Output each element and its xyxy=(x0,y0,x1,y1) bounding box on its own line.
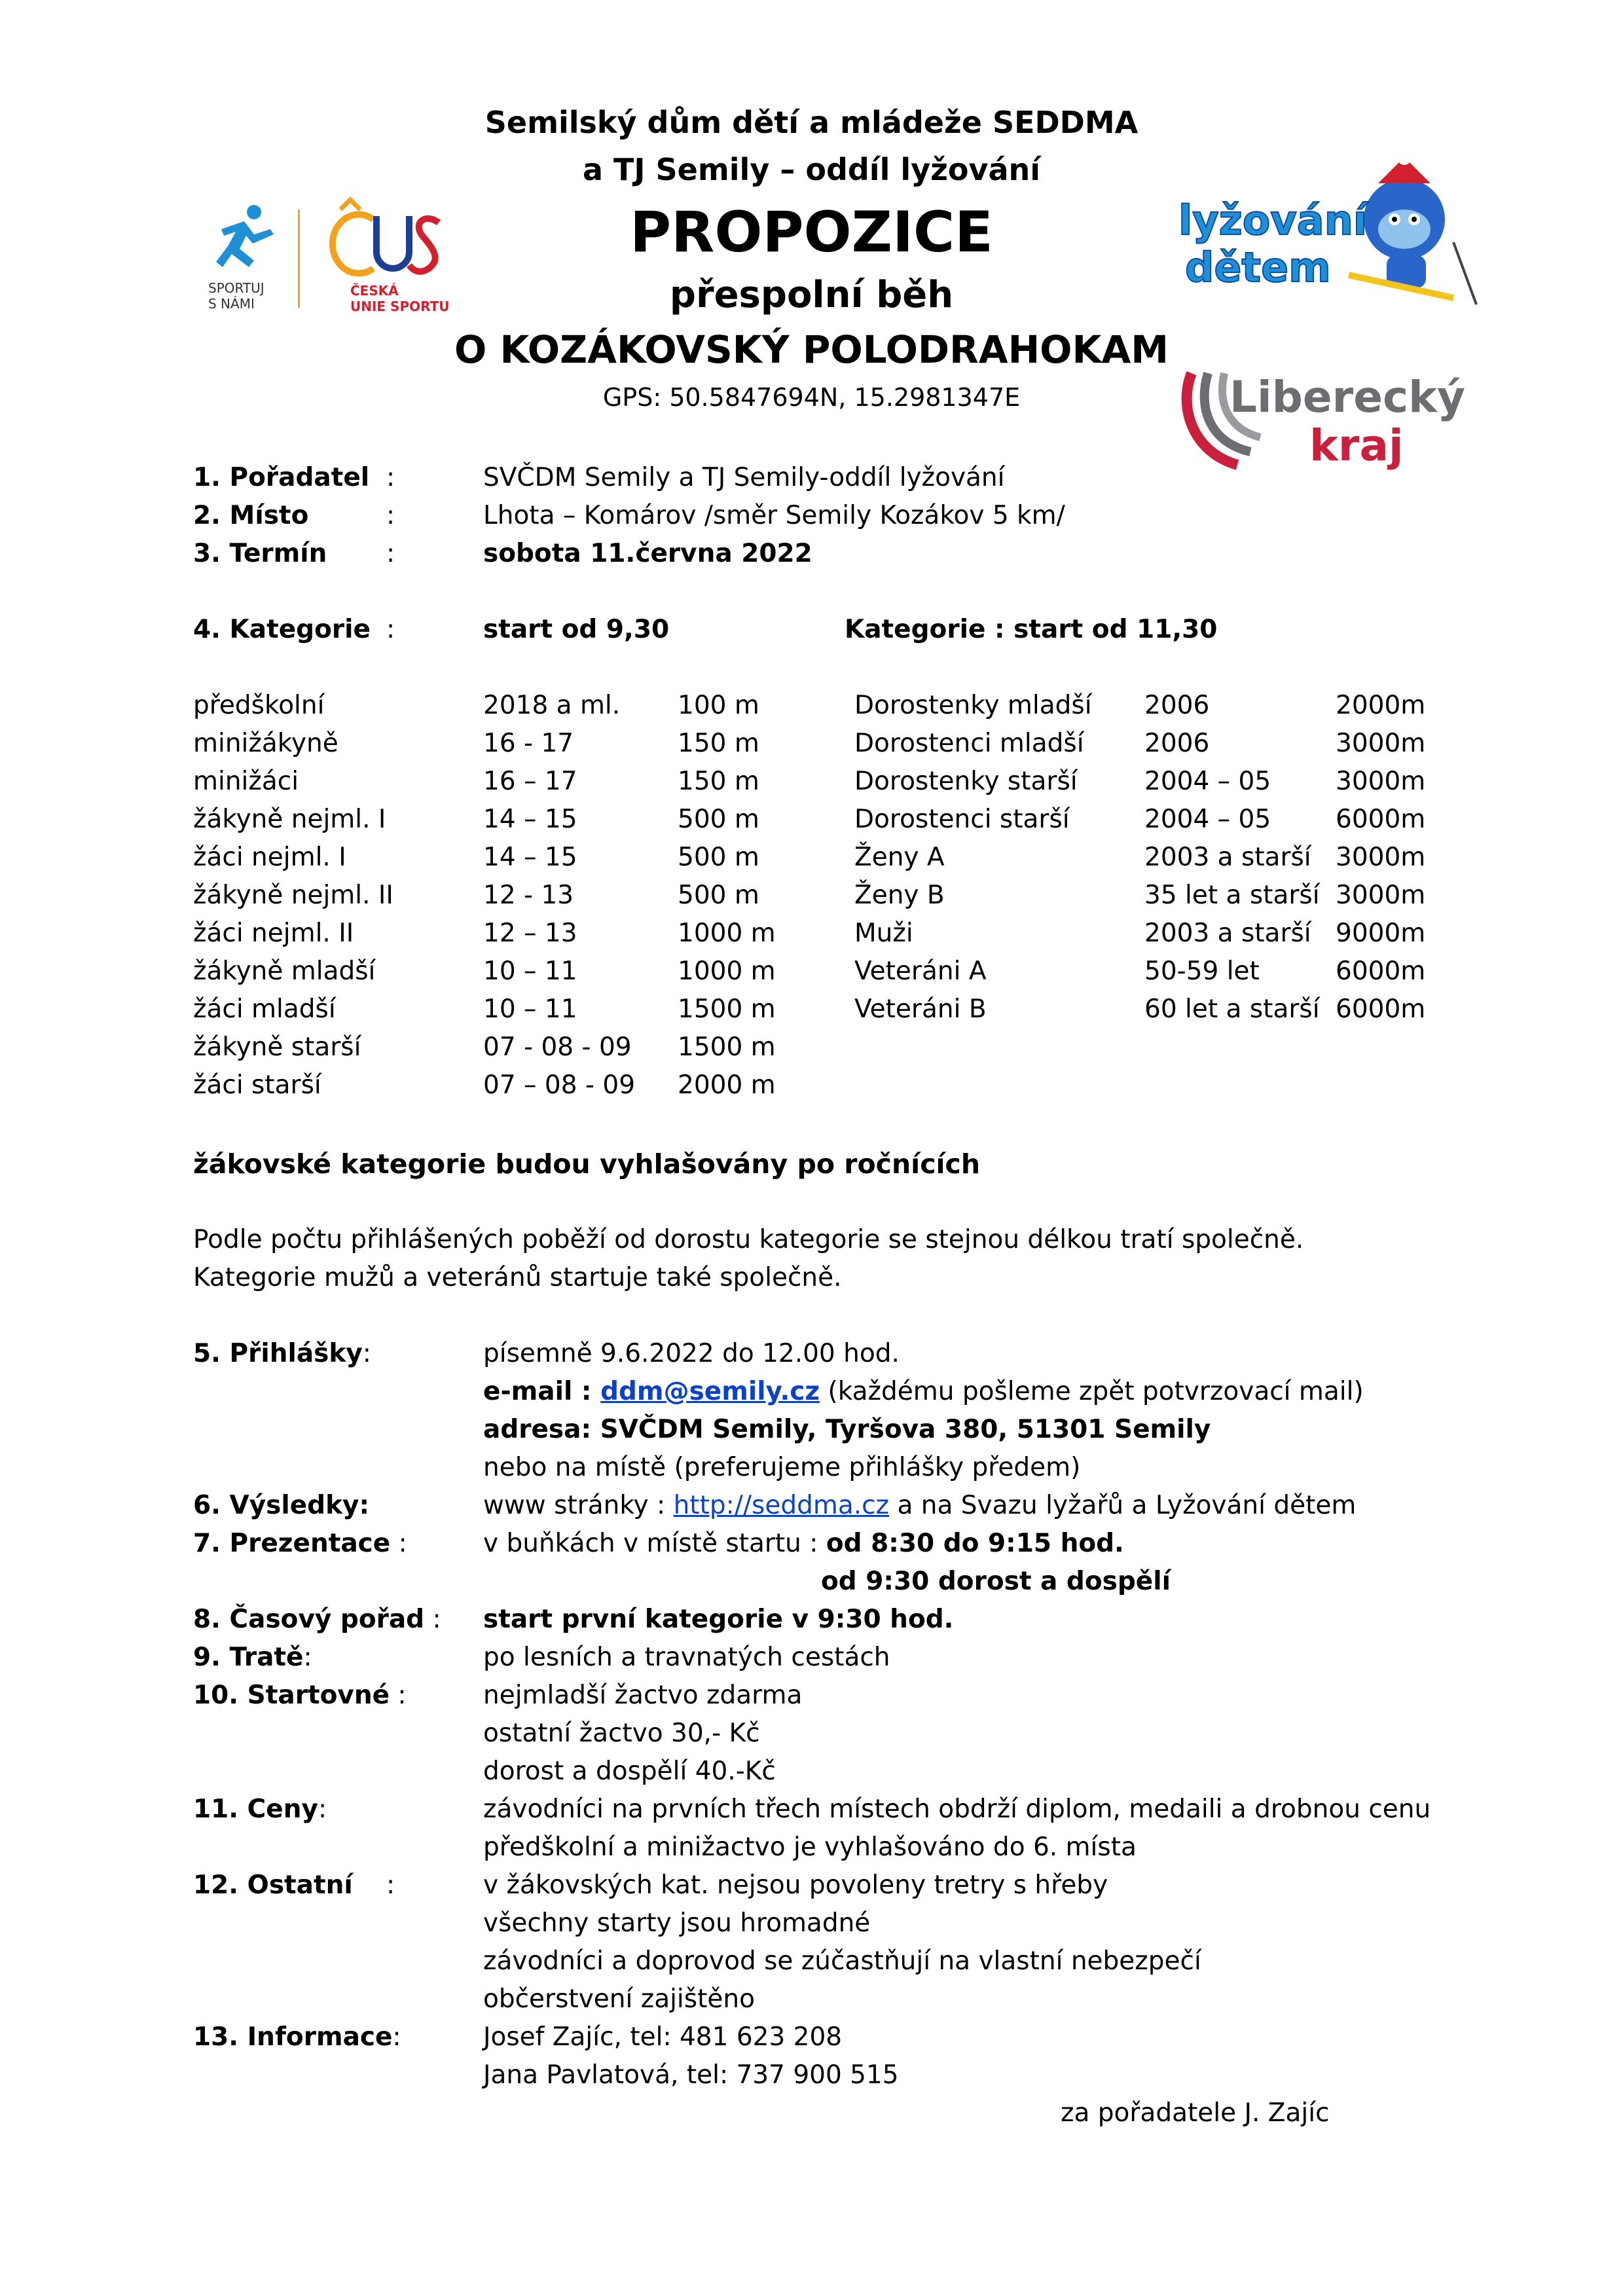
ostatni-line: v žákovských kat. nejsou povoleny tretry s hřeby xyxy=(483,1870,1108,1900)
sportuj-text-2: S NÁMI xyxy=(208,296,255,312)
prezentace-label-text: Prezentace xyxy=(229,1529,391,1558)
lyzovani-text-1: lyžování xyxy=(1178,196,1367,244)
ceny-label-text: Ceny xyxy=(247,1795,318,1824)
category-name: Veteráni A xyxy=(854,957,987,986)
email-note: (každému pošleme zpět potvrzovací mail) xyxy=(820,1377,1364,1406)
vysledky-label xyxy=(193,1493,369,1518)
signature: za pořadatele J. Zajíc xyxy=(1061,2098,1330,2128)
category-name: Ženy B xyxy=(854,881,945,910)
category-distance: 150 m xyxy=(678,767,759,796)
category-name: Veteráni B xyxy=(854,994,987,1024)
info-sep: : xyxy=(386,463,395,492)
ceny-label xyxy=(193,1796,327,1822)
info-num: 3. xyxy=(193,539,230,568)
startovne-sep: : xyxy=(390,1681,407,1710)
casovy-sep: : xyxy=(424,1605,441,1634)
category-years: 2003 a starší xyxy=(1144,919,1311,948)
ostatni-num: 12. xyxy=(193,1870,247,1900)
categories-sep: : xyxy=(386,615,395,644)
prezentace-prefix: v buňkách v místě startu : xyxy=(483,1529,826,1558)
ceny-sep: : xyxy=(318,1795,327,1824)
prihlasky-sep: : xyxy=(362,1339,371,1368)
lyzovani-detem-logo xyxy=(1178,157,1486,321)
trate-label-text: Tratě xyxy=(229,1643,304,1672)
info-label: Místo xyxy=(229,501,309,530)
prihlasky-label xyxy=(193,1341,371,1366)
cus-text-1: ČESKÁ xyxy=(350,283,399,299)
category-name: žáci starší xyxy=(193,1070,321,1100)
category-distance: 500 m xyxy=(678,881,759,910)
category-name: Muži xyxy=(854,919,913,948)
category-years: 16 - 17 xyxy=(483,729,574,758)
startovne-num: 10. xyxy=(193,1681,247,1710)
prihlasky-email-row xyxy=(483,1379,1364,1404)
cus-emblem-icon xyxy=(314,196,445,282)
category-distance: 1500 m xyxy=(678,994,776,1024)
kraj-text-2: kraj xyxy=(1309,420,1404,471)
info-sep: : xyxy=(386,501,395,530)
category-name: minižákyně xyxy=(193,729,338,758)
category-name: Dorostenky starší xyxy=(854,767,1078,796)
category-years: 60 let a starší xyxy=(1144,994,1320,1024)
info-label: Pořadatel xyxy=(229,463,370,492)
ostatni-label-text: Ostatní xyxy=(247,1870,353,1900)
info-row xyxy=(193,465,369,490)
category-years: 2004 – 05 xyxy=(1144,805,1271,834)
category-distance: 100 m xyxy=(678,691,759,720)
categories-label: Kategorie xyxy=(229,615,371,644)
category-name: Dorostenky mladší xyxy=(854,691,1092,720)
sportuj-text-1: SPORTUJ xyxy=(208,280,264,296)
startovne-line: dorost a dospělí 40.-Kč xyxy=(483,1757,776,1786)
organizer-line-1: Semilský dům dětí a mládeže SEDDMA xyxy=(484,105,1139,140)
info-num: 1. xyxy=(193,463,230,492)
category-years: 14 – 15 xyxy=(483,843,577,872)
category-name: žáci mladší xyxy=(193,994,336,1024)
info-num: 2. xyxy=(193,501,230,530)
sportuj-logo xyxy=(208,203,287,314)
info-sep: : xyxy=(386,539,395,568)
vysledky-label-text: Výsledky: xyxy=(229,1491,370,1520)
category-years: 2018 a ml. xyxy=(483,691,621,720)
ceny-num: 11. xyxy=(193,1795,247,1824)
category-name: žáci nejml. II xyxy=(193,919,354,948)
page-subtitle: přespolní běh xyxy=(669,274,954,316)
category-distance: 3000m xyxy=(1336,843,1426,872)
category-name: Dorostenci mladší xyxy=(854,729,1084,758)
category-years: 16 – 17 xyxy=(483,767,577,796)
race-name: O KOZÁKOVSKÝ POLODRAHOKAM xyxy=(454,327,1169,372)
info-value: Lhota – Komárov /směr Semily Kozákov 5 km/ xyxy=(483,501,1065,530)
kraj-text-1: Liberecký xyxy=(1230,372,1466,422)
category-name: minižáci xyxy=(193,767,299,796)
email-link[interactable]: ddm@semily.cz xyxy=(600,1377,820,1406)
vysledky-suffix: a na Svazu lyžařů a Lyžování dětem xyxy=(889,1491,1357,1520)
category-distance: 2000m xyxy=(1336,691,1426,720)
category-years: 10 – 11 xyxy=(483,957,577,986)
informace-num: 13. xyxy=(193,2022,247,2052)
cus-text-2: UNIE SPORTU xyxy=(350,299,450,314)
casovy-label xyxy=(193,1607,441,1632)
ostatni-sep: : xyxy=(386,1870,395,1900)
prezentace-num: 7. xyxy=(193,1529,230,1558)
trate-label xyxy=(193,1645,312,1670)
category-distance: 6000m xyxy=(1336,957,1426,986)
category-distance: 1500 m xyxy=(678,1032,776,1062)
category-years: 07 – 08 - 09 xyxy=(483,1070,636,1100)
prezentace-label xyxy=(193,1531,407,1556)
ostatni-line: občerstvení zajištěno xyxy=(483,1984,755,2014)
ostatni-label xyxy=(193,1872,353,1898)
category-distance: 500 m xyxy=(678,805,759,834)
category-distance: 3000m xyxy=(1336,729,1426,758)
website-link[interactable]: http://seddma.cz xyxy=(673,1491,890,1520)
category-distance: 2000 m xyxy=(678,1070,776,1100)
category-distance: 6000m xyxy=(1336,805,1426,834)
category-distance: 3000m xyxy=(1336,767,1426,796)
category-name: žákyně nejml. II xyxy=(193,881,393,910)
logo-divider xyxy=(298,210,300,308)
category-years: 2003 a starší xyxy=(1144,843,1311,872)
categories-heading xyxy=(193,617,371,642)
category-name: žákyně starší xyxy=(193,1032,361,1062)
startovne-line: ostatní žactvo 30,- Kč xyxy=(483,1719,760,1748)
prihlasky-line-4: nebo na místě (preferujeme přihlášky předem) xyxy=(483,1453,1081,1482)
casovy-num: 8. xyxy=(193,1605,230,1634)
category-years: 12 – 13 xyxy=(483,919,577,948)
category-distance: 500 m xyxy=(678,843,759,872)
category-name: předškolní xyxy=(193,691,325,720)
category-distance: 1000 m xyxy=(678,919,776,948)
category-name: Dorostenci starší xyxy=(854,805,1070,834)
category-distance: 6000m xyxy=(1336,994,1426,1024)
category-years: 2006 xyxy=(1144,729,1210,758)
vysledky-num: 6. xyxy=(193,1491,230,1520)
category-years: 2004 – 05 xyxy=(1144,767,1271,796)
casovy-value: start první kategorie v 9:30 hod. xyxy=(483,1605,954,1634)
page-title: PROPOZICE xyxy=(630,200,993,265)
trate-sep: : xyxy=(303,1643,312,1672)
ceny-line: předškolní a minižactvo je vyhlašováno do 6. místa xyxy=(483,1832,1137,1862)
lyzovani-text-2: dětem xyxy=(1185,244,1331,291)
category-years: 12 - 13 xyxy=(483,881,574,910)
informace-sep: : xyxy=(392,2022,401,2052)
prihlasky-line-1: písemně 9.6.2022 do 12.00 hod. xyxy=(483,1339,900,1368)
trate-num: 9. xyxy=(193,1643,230,1672)
runner-icon xyxy=(208,203,280,275)
trate-value: po lesních a travnatých cestách xyxy=(483,1643,890,1672)
category-years: 35 let a starší xyxy=(1144,881,1320,910)
ceny-line: závodníci na prvních třech místech obdrží diplom, medaili a drobnou cenu xyxy=(483,1795,1431,1824)
category-name: žákyně nejml. I xyxy=(193,805,386,834)
startovne-label-text: Startovné xyxy=(247,1681,390,1710)
contact-line: Josef Zajíc, tel: 481 623 208 xyxy=(483,2022,843,2052)
note-paragraph-2: Kategorie mužů a veteránů startuje také společně. xyxy=(193,1263,842,1292)
vysledky-prefix: www stránky : xyxy=(483,1491,674,1520)
category-distance: 1000 m xyxy=(678,957,776,986)
organizer-line-2: a TJ Semily – oddíl lyžování xyxy=(582,152,1041,187)
prezentace-time-2: od 9:30 dorost a dospělí xyxy=(821,1567,1171,1596)
contact-line: Jana Pavlatová, tel: 737 900 515 xyxy=(483,2060,899,2090)
category-years: 14 – 15 xyxy=(483,805,577,834)
startovne-label xyxy=(193,1683,407,1708)
informace-label-text: Informace xyxy=(247,2022,393,2052)
liberecky-kraj-logo xyxy=(1178,367,1466,471)
category-distance: 150 m xyxy=(678,729,759,758)
start-time-a: start od 9,30 xyxy=(483,615,670,644)
gps-coordinates: GPS: 50.5847694N, 15.2981347E xyxy=(602,383,1021,412)
category-years: 50-59 let xyxy=(1144,957,1260,986)
category-name: Ženy A xyxy=(854,843,945,872)
category-years: 07 - 08 - 09 xyxy=(483,1032,632,1062)
category-years: 2006 xyxy=(1144,691,1210,720)
note-heading: žákovské kategorie budou vyhlašovány po ročnících xyxy=(193,1148,981,1180)
casovy-label-text: Časový pořad xyxy=(229,1605,425,1634)
prihlasky-num: 5. xyxy=(193,1339,230,1368)
info-row xyxy=(193,503,308,528)
ostatni-line: všechny starty jsou hromadné xyxy=(483,1908,871,1938)
info-row xyxy=(193,541,327,566)
category-name: žáci nejml. I xyxy=(193,843,346,872)
prezentace-time-1: od 8:30 do 9:15 hod. xyxy=(826,1529,1124,1558)
category-distance: 9000m xyxy=(1336,919,1426,948)
prihlasky-label-text: Přihlášky xyxy=(229,1339,363,1368)
note-paragraph-1: Podle počtu přihlášených poběží od dorostu kategorie se stejnou délkou tratí společně. xyxy=(193,1225,1304,1254)
prihlasky-address: adresa: SVČDM Semily, Tyršova 380, 51301 Semily xyxy=(483,1415,1211,1444)
ostatni-line: závodníci a doprovod se zúčastňují na vlastní nebezpečí xyxy=(483,1946,1201,1976)
startovne-line: nejmladší žactvo zdarma xyxy=(483,1681,803,1710)
categories-num: 4. xyxy=(193,615,230,644)
category-years: 10 – 11 xyxy=(483,994,577,1024)
category-distance: 3000m xyxy=(1336,881,1426,910)
start-time-b: Kategorie : start od 11,30 xyxy=(845,615,1218,644)
informace-label xyxy=(193,2024,401,2050)
cus-logo xyxy=(314,196,458,314)
info-value: SVČDM Semily a TJ Semily-oddíl lyžování xyxy=(483,463,1005,492)
prezentace-sep: : xyxy=(390,1529,407,1558)
email-label: e-mail : xyxy=(483,1377,601,1406)
category-name: žákyně mladší xyxy=(193,957,376,986)
info-value: sobota 11.června 2022 xyxy=(483,539,812,568)
info-label: Termín xyxy=(229,539,327,568)
prezentace-value xyxy=(483,1531,1124,1556)
vysledky-value xyxy=(483,1493,1356,1518)
